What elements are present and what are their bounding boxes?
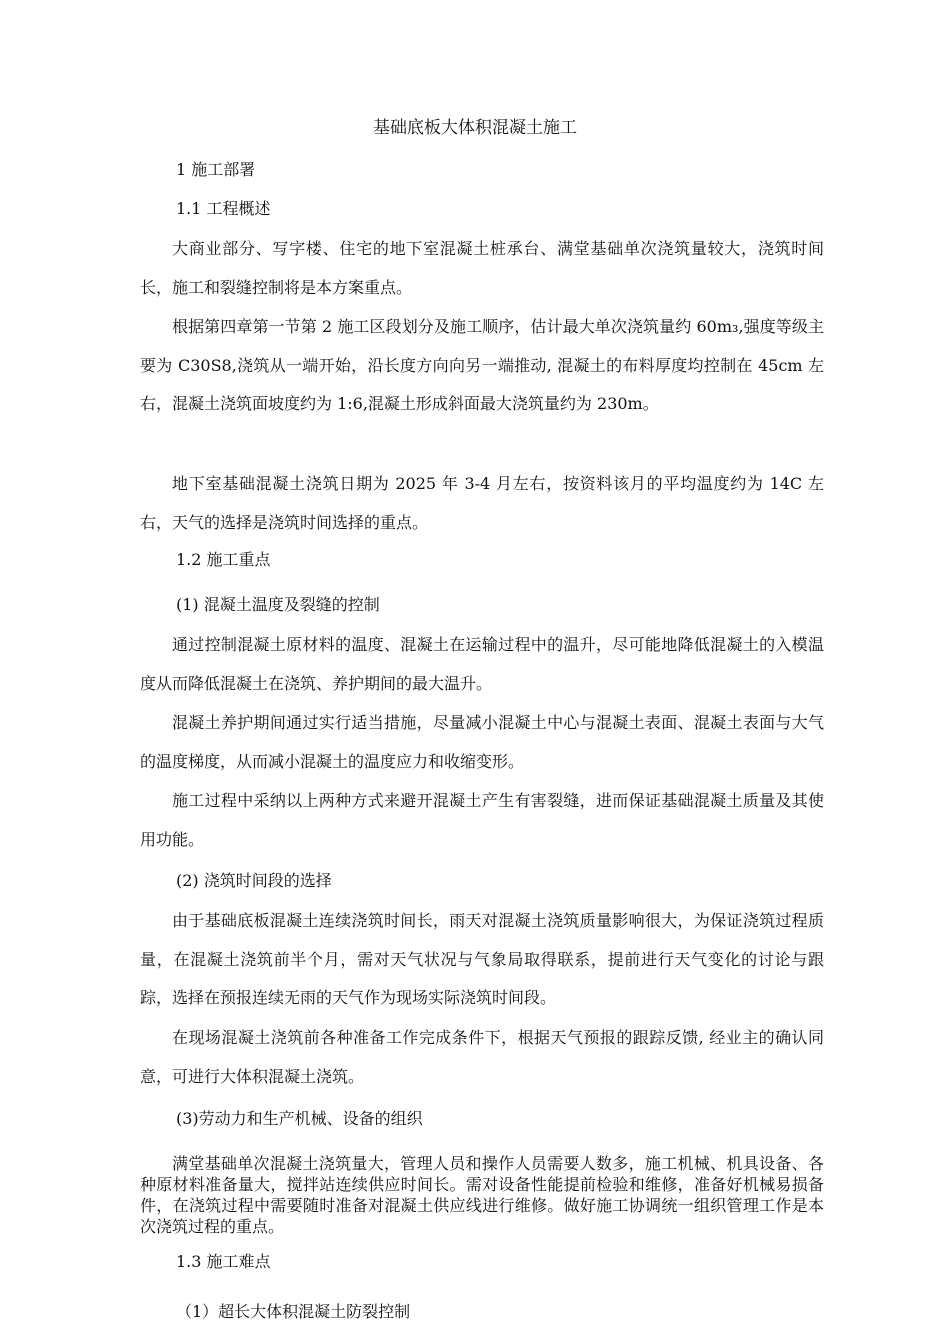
- section-heading-1-2: 1.2 施工重点: [176, 550, 271, 569]
- subheading-pour-period: (2) 浇筑时间段的选择: [176, 871, 332, 890]
- paragraph-temperature-control: 通过控制混凝土原材料的温度、混凝土在运输过程中的温升，尽可能地降低混凝土的入模温度从而降低混凝土在浇筑、养护期间的最大温升。: [140, 635, 824, 693]
- paragraph-crack-avoidance: 施工过程中采纳以上两种方式来避开混凝土产生有害裂缝，进而保证基础混凝土质量及其使用功能。: [140, 791, 824, 849]
- section-heading-1-1: 1.1 工程概述: [176, 199, 271, 218]
- subheading-labor-equipment: (3)劳动力和生产机械、设备的组织: [176, 1109, 423, 1128]
- section-heading-1-3: 1.3 施工难点: [176, 1252, 271, 1271]
- paragraph-organization: 满堂基础单次混凝土浇筑量大，管理人员和操作人员需要人数多，施工机械、机具设备、各种原材料准备量大，搅拌站连续供应时间长。需对设备性能提前检验和维修，准备好机械易损备件，在浇筑过程中需要随时准备对混凝土供应线进行维修。做好施工协调统一组织管理工作是本次浇筑过程的重点。: [140, 1154, 824, 1236]
- subheading-temperature-crack: (1) 混凝土温度及裂缝的控制: [176, 595, 380, 614]
- subheading-crack-control: （1）超长大体积混凝土防裂控制: [176, 1302, 411, 1321]
- document-title: 基础底板大体积混凝土施工: [373, 118, 577, 138]
- paragraph-pour-volume: 根据第四章第一节第 2 施工区段划分及施工顺序，估计最大单次浇筑量约 60m₃,强度等级主要为 C30S8,浇筑从一端开始，沿长度方向向另一端推动, 混凝土的布料厚度均控制在 45cm 左右，混凝土浇筑面坡度约为 1:6,混凝土形成斜面最大浇筑量约为 230m。: [140, 317, 824, 413]
- paragraph-weather: 由于基础底板混凝土连续浇筑时间长，雨天对混凝土浇筑质量影响很大，为保证浇筑过程质量，在混凝土浇筑前半个月，需对天气状况与气象局取得联系，提前进行天气变化的讨论与跟踪，选择在预报连续无雨的天气作为现场实际浇筑时间段。: [140, 911, 824, 1007]
- paragraph-curing: 混凝土养护期间通过实行适当措施，尽量减小混凝土中心与混凝土表面、混凝土表面与大气的温度梯度，从而减小混凝土的温度应力和收缩变形。: [140, 713, 824, 771]
- section-heading-1: 1 施工部署: [176, 160, 256, 179]
- paragraph-overview: 大商业部分、写字楼、住宅的地下室混凝土桩承台、满堂基础单次浇筑量较大，浇筑时间长，施工和裂缝控制将是本方案重点。: [140, 239, 824, 297]
- paragraph-owner-confirm: 在现场混凝土浇筑前各种准备工作完成条件下，根据天气预报的跟踪反馈, 经业主的确认同意，可进行大体积混凝土浇筑。: [140, 1028, 824, 1086]
- paragraph-pour-date: 地下室基础混凝土浇筑日期为 2025 年 3-4 月左右，按资料该月的平均温度约为 14C 左右，天气的选择是浇筑时间选择的重点。: [140, 474, 824, 532]
